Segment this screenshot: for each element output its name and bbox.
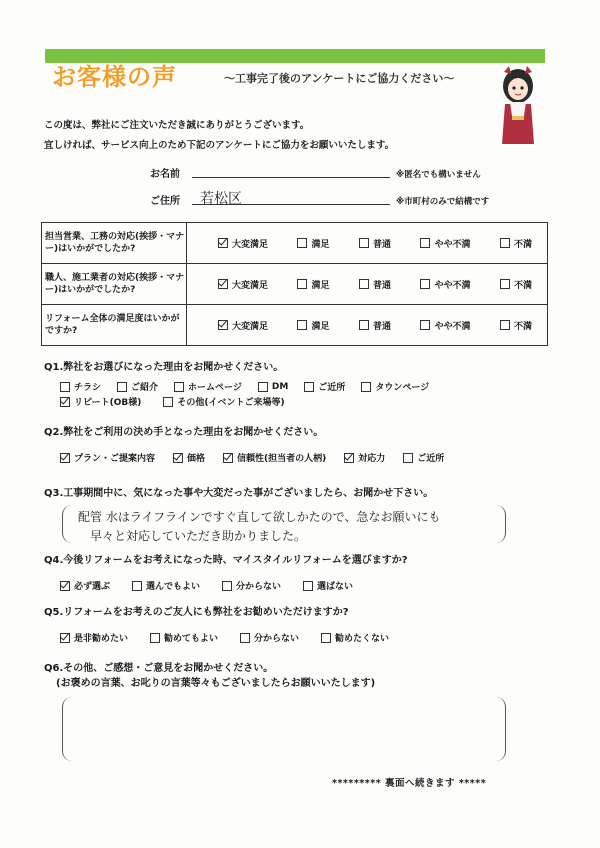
option-label: 大変満足 (232, 239, 269, 250)
checkbox[interactable] (361, 382, 371, 392)
checkbox[interactable] (60, 633, 70, 643)
q2-option[interactable] (223, 451, 326, 464)
q1-option[interactable] (304, 380, 345, 393)
rating-option[interactable] (420, 237, 470, 250)
checkbox[interactable] (500, 279, 510, 289)
option-label: ご近所 (417, 454, 445, 464)
option-label: プラン・ご提案内容 (74, 454, 156, 464)
q1-option[interactable] (60, 395, 141, 408)
checkbox[interactable] (420, 279, 430, 289)
option-label: 不満 (513, 321, 532, 332)
rating-options (187, 305, 548, 346)
option-label: 是非勧めたい (74, 634, 129, 644)
option-label: 選んでもよい (146, 582, 201, 592)
checkbox[interactable] (500, 320, 510, 330)
q6-subtitle: (お褒めの言葉、お叱りの言葉等々もございましたらお願いいたします) (56, 678, 376, 689)
q5-option[interactable] (240, 631, 299, 644)
checkbox[interactable] (60, 382, 70, 392)
q6-title: Q6.その他、ご感想・ご意見をお聞かせください。 (44, 663, 274, 674)
checkbox[interactable] (359, 279, 369, 289)
address-note: ※市町村のみで結構です (396, 197, 490, 207)
q4-options (60, 579, 353, 592)
rating-row (42, 223, 548, 264)
option-label: 信頼性(担当者の人柄) (237, 454, 327, 464)
q3-answer-line-2: 早々と対応していただき助かりました。 (90, 529, 307, 543)
rating-option[interactable] (420, 278, 470, 291)
checkbox[interactable] (173, 453, 183, 463)
intro-line-1: この度は、弊社にご注文いただき誠にありがとうございます。 (44, 120, 310, 131)
checkbox[interactable] (359, 238, 369, 248)
checkbox[interactable] (321, 633, 331, 643)
q1-option[interactable] (361, 380, 429, 393)
checkbox[interactable] (297, 238, 307, 248)
option-label: 必ず選ぶ (74, 582, 111, 592)
checkbox[interactable] (150, 633, 160, 643)
q1-options-row-1 (60, 380, 429, 393)
option-label: やや不満 (434, 321, 471, 332)
checkbox[interactable] (223, 453, 233, 463)
rating-option[interactable] (218, 278, 268, 291)
intro-line-2: 宜しければ、サービス向上のため下記のアンケートにご協力をお願いいたします。 (44, 140, 395, 151)
checkbox[interactable] (304, 382, 314, 392)
checkbox[interactable] (500, 238, 510, 248)
q1-option[interactable] (60, 380, 101, 393)
q3-title: Q3.工事期間中に、気になった事や大変だった事がございましたら、お聞かせ下さい。 (44, 488, 434, 499)
checkbox[interactable] (303, 581, 313, 591)
rating-option[interactable] (297, 237, 329, 250)
rating-question: 職人、施工業者の対応(挨拶・マナー)はいかがでしたか? (42, 264, 187, 305)
q4-option[interactable] (222, 579, 281, 592)
checkbox[interactable] (420, 238, 430, 248)
rating-options (187, 264, 548, 305)
option-label: やや不満 (434, 280, 471, 291)
q1-title: Q1.弊社をお選びになった理由をお聞かせください。 (44, 362, 284, 373)
address-label: ご住所 (150, 196, 180, 207)
option-label: 満足 (311, 321, 330, 332)
checkbox[interactable] (297, 320, 307, 330)
q2-option[interactable] (403, 451, 444, 464)
checkbox[interactable] (163, 397, 173, 407)
option-label: 分からない (236, 582, 282, 592)
name-field[interactable] (192, 177, 390, 178)
rating-option[interactable] (359, 278, 391, 291)
q3-answer-line-1: 配管 水はライフラインですぐ直して欲しかたので、急なお願いにも (78, 510, 441, 524)
q2-option[interactable] (60, 451, 155, 464)
rating-option[interactable] (500, 278, 532, 291)
checkbox[interactable] (174, 382, 184, 392)
name-note: ※匿名でも構いません (396, 170, 481, 180)
checkbox[interactable] (420, 320, 430, 330)
q4-option[interactable] (303, 579, 353, 592)
q2-options (60, 451, 444, 464)
q1-option[interactable] (174, 380, 242, 393)
option-label: DM (271, 381, 289, 392)
option-label: やや不満 (434, 239, 471, 250)
checkbox[interactable] (218, 320, 228, 330)
q2-option[interactable] (173, 451, 205, 464)
option-label: ご近所 (318, 383, 346, 393)
checkbox[interactable] (359, 320, 369, 330)
q4-option[interactable] (132, 579, 200, 592)
option-label: 不満 (513, 239, 532, 250)
page-title: お客様の声 (52, 62, 177, 91)
option-label: 満足 (311, 239, 330, 250)
rating-row (42, 264, 548, 305)
option-label: 普通 (372, 321, 391, 332)
checkbox[interactable] (60, 453, 70, 463)
q6-answer-box[interactable] (62, 697, 506, 761)
q5-title: Q5.リフォームをお考えのご友人にも弊社をお勧めいただけますか? (44, 607, 349, 618)
checkbox[interactable] (218, 238, 228, 248)
checkbox[interactable] (132, 581, 142, 591)
option-label: 価格 (187, 454, 206, 464)
checkbox[interactable] (403, 453, 413, 463)
rating-option[interactable] (297, 319, 329, 332)
option-label: 分からない (254, 634, 300, 644)
rating-row (42, 305, 548, 346)
q1-option[interactable] (163, 395, 284, 408)
option-label: 満足 (311, 280, 330, 291)
checkbox[interactable] (117, 382, 127, 392)
name-label: お名前 (150, 169, 180, 180)
option-label: 普通 (372, 280, 391, 291)
option-label: チラシ (74, 383, 102, 393)
option-label: 勧めたくない (335, 634, 390, 644)
page-subtitle: 〜工事完了後のアンケートにご協力ください〜 (224, 72, 455, 85)
rating-question: リフォーム全体の満足度はいかがですか? (42, 305, 187, 346)
checkbox[interactable] (344, 453, 354, 463)
option-label: 普通 (372, 239, 391, 250)
option-label: 勧めてもよい (164, 634, 219, 644)
q5-option[interactable] (60, 631, 128, 644)
mascot-illustration (496, 64, 540, 146)
checkbox[interactable] (218, 279, 228, 289)
rating-option[interactable] (359, 319, 391, 332)
q1-options-row-2 (60, 395, 285, 408)
option-label: ご紹介 (131, 383, 159, 393)
q1-option[interactable] (258, 380, 288, 393)
option-label: ホームページ (188, 383, 242, 393)
option-label: その他(イベントご来場等) (177, 398, 285, 408)
q1-option[interactable] (117, 380, 158, 393)
checkbox[interactable] (60, 397, 70, 407)
option-label: 選ばない (317, 582, 354, 592)
checkbox[interactable] (240, 633, 250, 643)
q4-title: Q4.今後リフォームをお考えになった時、マイスタイルリフォームを選びますか? (44, 555, 408, 566)
rating-question: 担当営業、工務の対応(挨拶・マナー)はいかがでしたか? (42, 223, 187, 264)
option-label: タウンページ (375, 383, 430, 393)
rating-table (41, 222, 548, 346)
q5-options (60, 631, 389, 644)
checkbox[interactable] (297, 279, 307, 289)
rating-option[interactable] (297, 278, 329, 291)
rating-option[interactable] (500, 319, 532, 332)
option-label: 大変満足 (232, 280, 269, 291)
q2-title: Q2.弊社をご利用の決め手となった理由をお聞かせください。 (44, 427, 324, 438)
rating-option[interactable] (218, 319, 268, 332)
option-label: 大変満足 (232, 321, 269, 332)
q4-option[interactable] (60, 579, 110, 592)
q5-option[interactable] (150, 631, 218, 644)
checkbox[interactable] (258, 382, 268, 392)
q2-option[interactable] (344, 451, 385, 464)
q5-option[interactable] (321, 631, 389, 644)
rating-option[interactable] (500, 237, 532, 250)
rating-option[interactable] (359, 237, 391, 250)
option-label: 対応力 (358, 454, 386, 464)
address-value: 若松区 (200, 191, 242, 207)
rating-options (187, 223, 548, 264)
option-label: リピート(OB様) (74, 398, 142, 408)
option-label: 不満 (513, 280, 532, 291)
checkbox[interactable] (222, 581, 232, 591)
checkbox[interactable] (60, 581, 70, 591)
continued-note: ********* 裏面へ続きます ***** (332, 778, 487, 789)
rating-option[interactable] (218, 237, 268, 250)
rating-option[interactable] (420, 319, 470, 332)
